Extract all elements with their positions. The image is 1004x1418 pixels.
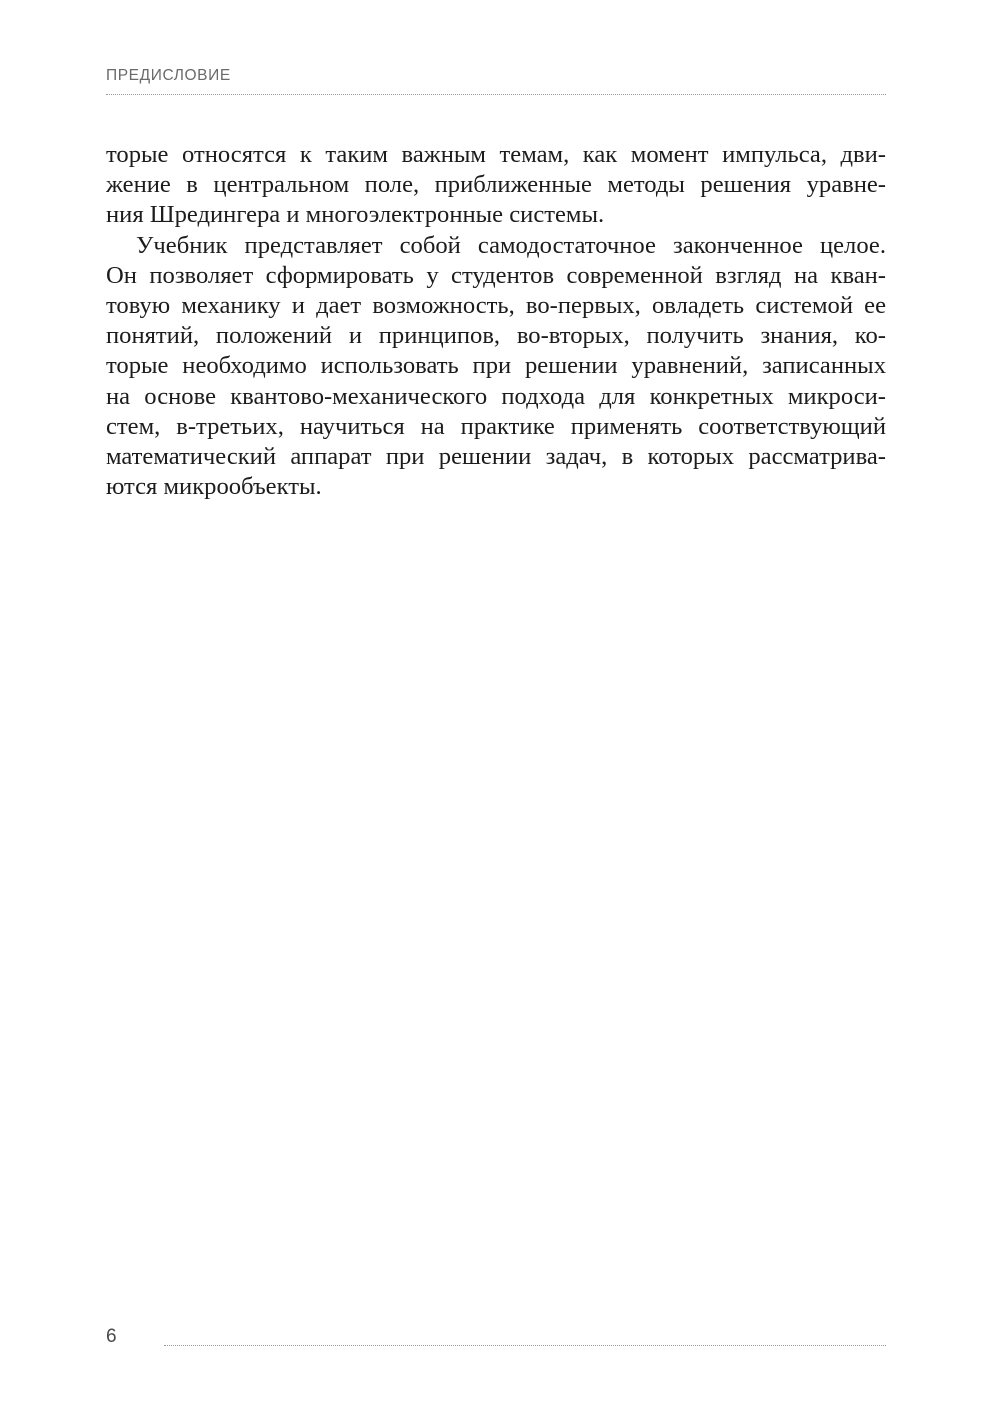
text-line: ются микрообъекты. [106, 473, 322, 501]
running-header [106, 66, 886, 95]
page-number: 6 [106, 1326, 117, 1347]
text-line: торые относятся к таким важным темам, как момент импульса, дви- [106, 141, 886, 168]
text-line: товую механику и дает возможность, во-первых, овладеть системой ее [106, 292, 886, 320]
footer-dotted-rule [164, 1345, 886, 1346]
paragraph-1 [106, 140, 886, 231]
text-line: Учебник представляет собой самодостаточное законченное целое. [136, 231, 886, 259]
text-line: торые необходимо использовать при решении уравнений, записанных [106, 352, 886, 380]
text-line: на основе квантово-механического подхода для конкретных микроси- [106, 382, 886, 410]
section-title: ПРЕДИСЛОВИЕ [106, 67, 231, 84]
body-text [106, 140, 886, 502]
paragraph-2 [106, 231, 886, 503]
text-line: ния Шредингера и многоэлектронные системы. [106, 201, 605, 229]
text-line: понятий, положений и принципов, во-вторых, получить знания, ко- [106, 322, 886, 350]
page-footer [106, 1326, 886, 1352]
text-line: жение в центральном поле, приближенные методы решения уравне- [106, 171, 886, 199]
text-line: стем, в-третьих, научиться на практике применять соответствующий [106, 412, 886, 440]
header-dotted-rule [106, 94, 886, 95]
text-line: математический аппарат при решении задач, в которых рассматрива- [106, 443, 886, 471]
text-line: Он позволяет сформировать у студентов современной взгляд на кван- [106, 261, 886, 289]
